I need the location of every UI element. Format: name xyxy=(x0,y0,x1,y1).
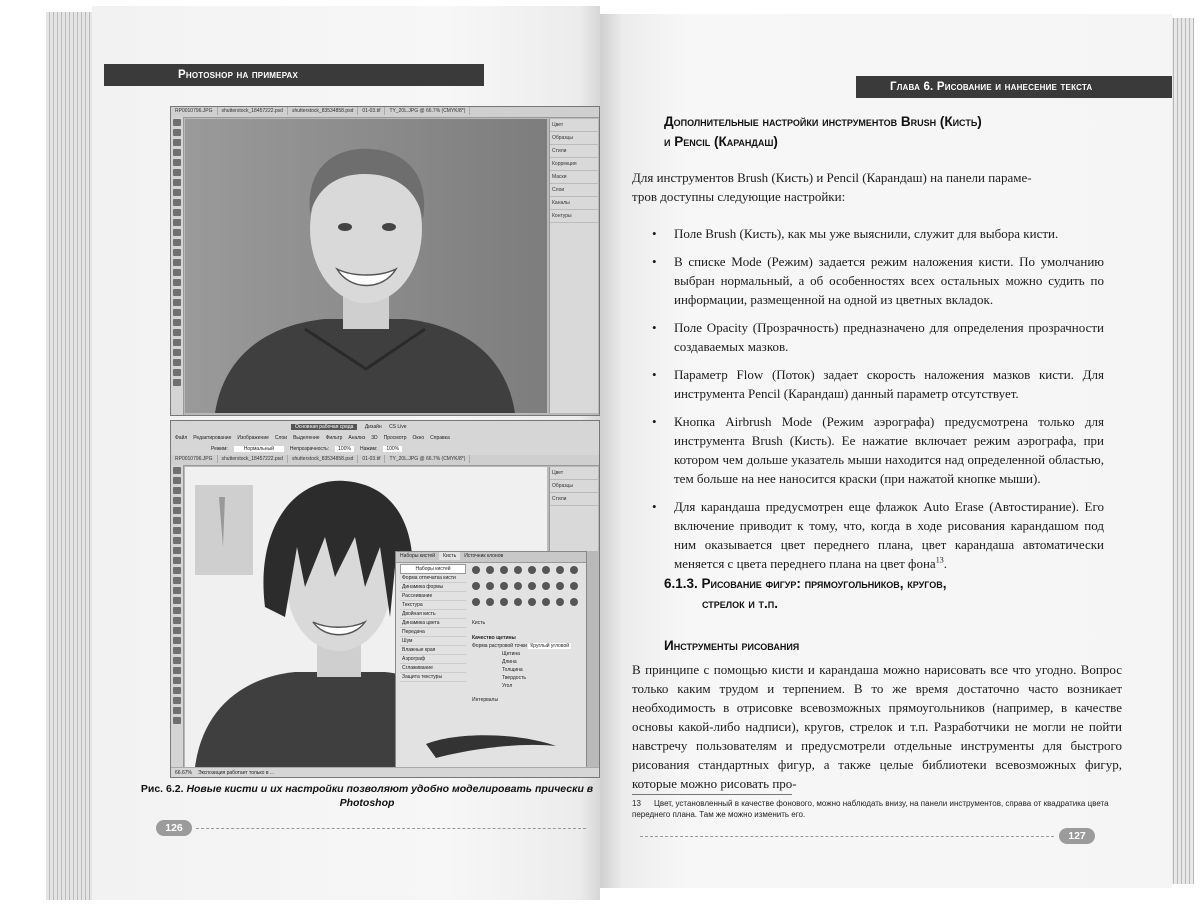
side-panel-bottom: Цвет Образцы Стили xyxy=(549,467,598,551)
doc-tab: RP0010796.JPG xyxy=(171,455,218,463)
left-page xyxy=(92,6,600,900)
left-page-edges xyxy=(46,12,96,900)
right-page xyxy=(600,14,1172,888)
brush-panel-tab: Наборы кистей xyxy=(400,553,436,559)
menu-item: Выделение xyxy=(293,435,320,441)
brush-option-list: Наборы кистей Форма отпечатка кисти Динамика формы Рассеивание Текстура Двойная кисть Динамика цвета Передача Шум Влажные края Аэрограф Сглаживание Защита текстуры xyxy=(400,564,466,682)
menu-item: 3D xyxy=(371,435,378,441)
doc-tab: shutterstock_18457222.psd xyxy=(218,107,288,115)
side-panel-top: Цвет Образцы Стили Коррекция Маски Слои Каналы Контуры xyxy=(549,119,598,413)
options-bar: Режим: Нормальный Непрозрачность: 100% Нажим: 100% xyxy=(171,443,599,456)
footnote-rule xyxy=(632,794,792,795)
footnote-ref: 13 xyxy=(935,555,944,565)
menu-item: Просмотр xyxy=(383,435,407,441)
list-item: • Поле Brush (Кисть), как мы уже выяснили, служит для выбора кисти. xyxy=(652,226,1059,241)
brush-stroke-preview xyxy=(416,724,566,764)
footnote: 13 Цвет, установленный в качестве фонового, можно наблюдать внизу, на панели инструментов, справа от квадратика цвета переднего плана. Там же можно изменить его. xyxy=(632,799,1109,819)
man-portrait-image xyxy=(185,119,547,413)
document-tabs xyxy=(171,107,599,118)
figure-screenshot-bottom xyxy=(170,420,600,778)
brush-settings-panel xyxy=(395,551,587,771)
doc-tab: TY_20L.JPG @ 66.7% (CMYK/8*) xyxy=(385,455,470,463)
subsection-title: 6.1.3. Рисование фигур: прямоугольников, кругов, стрелок и т.п. xyxy=(664,576,947,611)
settings-bullet-list xyxy=(652,224,1104,582)
page-number-left: 126 xyxy=(156,820,192,836)
brush-tip-grid xyxy=(472,566,582,612)
brush-panel-tabs xyxy=(396,552,586,563)
menu-item: Файл xyxy=(175,435,188,441)
footer-rule-right xyxy=(640,836,1054,837)
doc-tab: 01-03.tif xyxy=(358,107,385,115)
left-running-header: Photoshop на примерах xyxy=(104,64,484,86)
doc-tab: shutterstock_83534858.psd xyxy=(288,455,358,463)
footer-rule-left xyxy=(196,828,586,829)
menu-item: Изображение xyxy=(237,435,269,441)
list-item: • В списке Mode (Режим) задается режим наложения кисти. По умолчанию выбран нормальный, а об особенностях всех остальных можно судить по информации, размещенной на одной из цветных вкладок. xyxy=(652,254,1104,307)
tools-title: Инструменты рисования xyxy=(664,638,800,653)
portrait-photo-top xyxy=(185,119,547,413)
doc-tab: TY_20L.JPG @ 66.7% (CMYK/8*) xyxy=(385,107,470,115)
list-item: • Параметр Flow (Поток) задает скорость наложения мазков кисти. Для инструмента Pencil (Карандаш) данный параметр отсутствует. xyxy=(652,367,1104,401)
menu-item: Справка xyxy=(430,435,450,441)
doc-tab: 01-03.tif xyxy=(358,455,385,463)
cslive-label: CS Live xyxy=(389,424,407,430)
page-number-right: 127 xyxy=(1059,828,1095,844)
menu-item: Анализ xyxy=(348,435,366,441)
list-item: • Для карандаша предусмотрен еще флажок Auto Erase (Автостирание). Его включение приводит к тому, что, когда в ходе рисования карандашом под ним оказывается цвет переднего плана, цвет карандаша автоматически меняется с цвета переднего плана на цвет фона$^{13}$. xyxy=(652,499,1104,571)
brush-panel-tab: Источник клонов xyxy=(464,553,504,559)
document-tabs xyxy=(171,455,599,466)
body-paragraph: В принципе с помощью кисти и карандаша можно нарисовать все что угодно. Вопрос только каким трудом и терпением. В то же время достаточно часто возникает необходимость в отрисовке всевозможных прямоугольников (например, в качестве основы какой-либо надписи), кругов, стрелок и т.п. Разработчики не могли не пойти навстречу пользователям и предусмотрели отдельные инструменты для быстрого рисования стандартных фигур, а также целые библиотеки всевозможных фигур, которые можно рисовать про- xyxy=(632,662,1122,791)
section-title: Дополнительные настройки инструментов Brush (Кисть) и Pencil (Карандаш) xyxy=(664,114,982,149)
right-running-header: Глава 6. Рисование и нанесение текста xyxy=(856,76,1172,98)
status-bar: 66.67% Экспозиция работает только в ... xyxy=(171,767,599,778)
list-item: • Поле Opacity (Прозрачность) предназначено для определения прозрачности создаваемых мазков. xyxy=(652,320,1104,354)
brush-panel-tab: Кисть xyxy=(439,552,460,560)
menu-item: Редактирование xyxy=(193,435,232,441)
figure-screenshot-top xyxy=(170,106,600,416)
list-item: • Кнопка Airbrush Mode (Режим аэрографа) предусмотрена только для инструмента Brush (Кисть). Ее нажатие включает режим аэрографа, при котором чем дольше указатель мыши находится над определенной областью, тем больше на нее наносится краски (при нажатой кнопке мыши). xyxy=(652,414,1104,486)
figure-caption: Рис. 6.2. Новые кисти и их настройки позволяют удобно моделировать прически в Photoshop xyxy=(140,783,594,809)
toolbox xyxy=(171,117,184,415)
bristle-quality: Качество щетины Форма растровой точки Круглый угловой Щетина Длина Толщина Твердость Угол Интервалы xyxy=(472,635,570,703)
intro-paragraph: Для инструментов Brush (Кисть) и Pencil (Карандаш) на панели параме- тров доступны следующие настройки: xyxy=(632,170,1032,204)
doc-tab: shutterstock_18457222.psd xyxy=(218,455,288,463)
brush-size-label: Кисть xyxy=(472,620,486,626)
workspace-label: Основная рабочая среда xyxy=(291,424,357,430)
menu-item: Окно xyxy=(412,435,425,441)
toolbox xyxy=(171,465,184,777)
design-label: Дизайн xyxy=(364,424,382,430)
menu-item: Фильтр xyxy=(325,435,343,441)
doc-tab: shutterstock_83534858.psd xyxy=(288,107,358,115)
doc-tab: RP0010796.JPG xyxy=(171,107,218,115)
menu-item: Слои xyxy=(274,435,288,441)
